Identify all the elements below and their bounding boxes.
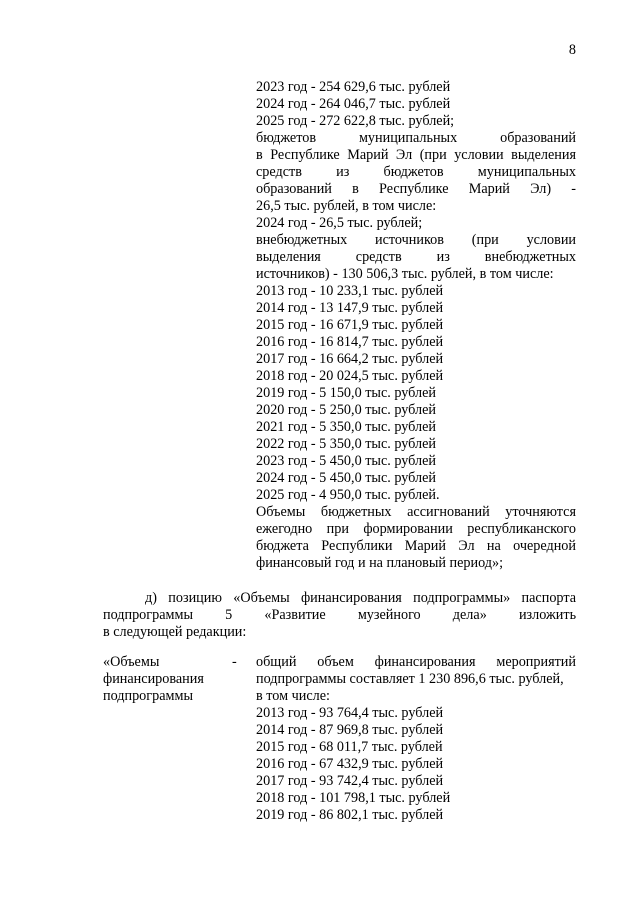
bottom-financing-block — [256, 654, 576, 824]
year-line: 2016 год - 67 432,9 тыс. рублей — [256, 756, 444, 772]
word: условии — [526, 232, 577, 248]
word: бюджетов — [256, 130, 317, 146]
year-line: 2016 год - 16 814,7 тыс. рублей — [256, 334, 444, 350]
year-line: 2021 год - 5 350,0 тыс. рублей — [256, 419, 436, 435]
year-line: 2020 год - 5 250,0 тыс. рублей — [256, 402, 436, 418]
label-line: подпрограммы — [103, 688, 193, 704]
extrabudget-line — [256, 249, 576, 266]
word: из — [336, 164, 350, 180]
word: выделения — [256, 249, 321, 265]
word: 5 — [225, 607, 233, 623]
page-number: 8 — [568, 42, 576, 58]
extrabudget-line — [256, 232, 576, 249]
year-line: 2014 год - 13 147,9 тыс. рублей — [256, 300, 444, 316]
word: образований — [500, 130, 576, 146]
amendment-paragraph — [103, 590, 576, 641]
word: внебюджетных — [484, 249, 577, 265]
year-line: 2025 год - 4 950,0 тыс. рублей. — [256, 487, 440, 503]
word: Республике — [378, 181, 449, 197]
word: муниципальных — [477, 164, 577, 180]
word: средств — [355, 249, 402, 265]
year-line: 2017 год - 16 664,2 тыс. рублей — [256, 351, 444, 367]
label-line: «Объемы — [103, 654, 160, 670]
year-line: 2015 год - 68 011,7 тыс. рублей — [256, 739, 443, 755]
year-line: 2023 год - 5 450,0 тыс. рублей — [256, 453, 436, 469]
year-line: 2013 год - 93 764,4 тыс. рублей — [256, 705, 444, 721]
word: муниципальных — [358, 130, 458, 146]
word: образований — [256, 181, 332, 197]
word: бюджетов — [383, 164, 444, 180]
year-line: 2015 год - 16 671,9 тыс. рублей — [256, 317, 444, 333]
word: средств — [256, 164, 302, 180]
year-line: 2024 год - 264 046,7 тыс. рублей — [256, 96, 451, 112]
municipal-line — [256, 181, 576, 198]
word: дела» — [452, 607, 487, 623]
top-financing-block — [256, 79, 576, 572]
note-line: Объемы бюджетных ассигнований уточняются — [256, 504, 576, 520]
label-line: финансирования — [103, 671, 204, 687]
word: подпрограммы — [103, 607, 193, 623]
word: (при — [471, 232, 499, 248]
year-line: 2019 год - 5 150,0 тыс. рублей — [256, 385, 436, 401]
municipal-line — [256, 164, 576, 181]
year-line: 2018 год - 101 798,1 тыс. рублей — [256, 790, 451, 806]
year-line: 2017 год - 93 742,4 тыс. рублей — [256, 773, 444, 789]
year-line: 2013 год - 10 233,1 тыс. рублей — [256, 283, 444, 299]
word: Марий — [468, 181, 510, 197]
word: из — [436, 249, 450, 265]
municipal-line — [256, 130, 576, 147]
municipal-tail: 26,5 тыс. рублей, в том числе: — [256, 198, 437, 214]
extrabudget-tail: источников) - 130 506,3 тыс. рублей, в том числе: — [256, 266, 554, 282]
year-line: 2024 год - 5 450,0 тыс. рублей — [256, 470, 436, 486]
year-line: 2022 год - 5 350,0 тыс. рублей — [256, 436, 436, 452]
word: изложить — [518, 607, 577, 623]
note-line: бюджета Республики Марий Эл на очередной — [256, 538, 576, 554]
note-line: ежегодно при формировании республиканского — [256, 521, 576, 537]
year-line: 2025 год - 272 622,8 тыс. рублей; — [256, 113, 455, 129]
bottom-line: подпрограммы составляет 1 230 896,6 тыс. рублей, — [256, 671, 564, 687]
word: источников — [375, 232, 444, 248]
year-line: 2018 год - 20 024,5 тыс. рублей — [256, 368, 444, 384]
year-line: 2023 год - 254 629,6 тыс. рублей — [256, 79, 451, 95]
position-label — [103, 654, 243, 705]
year-line: 2019 год - 86 802,1 тыс. рублей — [256, 807, 444, 823]
word: внебюджетных — [256, 232, 348, 248]
word: в Республике Марий Эл (при условии выделения — [256, 147, 576, 163]
paragraph-line: д) позицию «Объемы финансирования подпрограммы» паспорта — [145, 590, 576, 606]
note-tail: финансовый год и на плановый период»; — [256, 555, 504, 571]
word: в — [352, 181, 359, 197]
word: музейного — [357, 607, 421, 623]
label-dash: - — [232, 654, 237, 670]
municipal-line — [256, 147, 576, 164]
year-line: 2024 год - 26,5 тыс. рублей; — [256, 215, 423, 231]
word: Эл) — [530, 181, 552, 197]
paragraph-line — [103, 607, 576, 624]
bottom-line: общий объем финансирования мероприятий — [256, 654, 576, 670]
word: - — [571, 181, 576, 197]
year-line: 2014 год - 87 969,8 тыс. рублей — [256, 722, 444, 738]
paragraph-line: в следующей редакции: — [103, 624, 247, 640]
bottom-line: в том числе: — [256, 688, 330, 704]
word: «Развитие — [264, 607, 326, 623]
